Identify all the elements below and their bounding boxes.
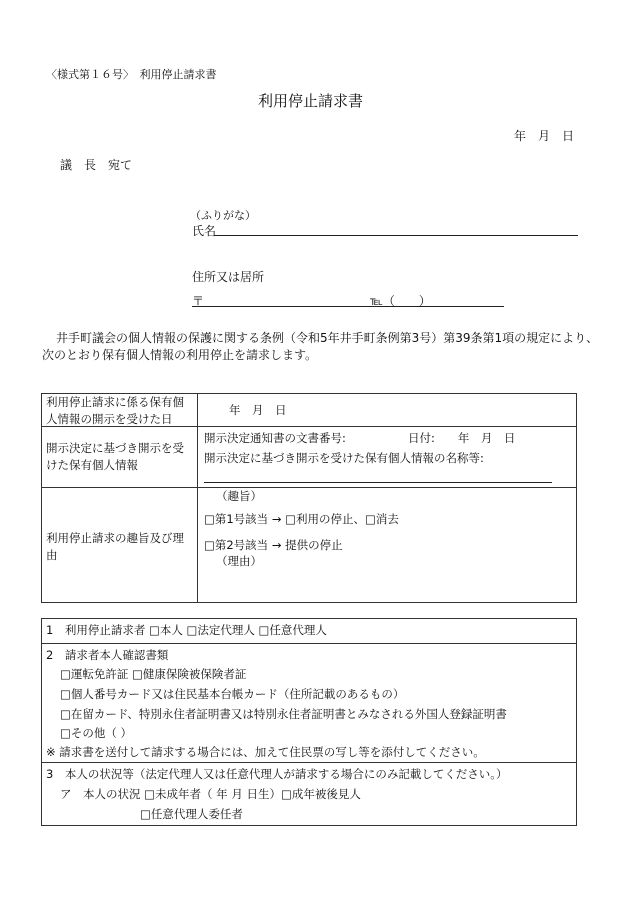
furigana-label: （ふりがな） [190,209,256,222]
form-number: 〈様式第１６号〉 利用停止請求書 [46,68,217,81]
address-field[interactable] [192,306,504,307]
id-doc-option-4[interactable]: □その他（ ） [60,726,133,740]
purpose-reason-label: 利用停止請求の趣旨及び理由 [46,531,184,562]
option-clause-1[interactable]: □第1号該当 → □利用の停止、□消去 [204,512,399,526]
purpose-label: （趣旨） [216,489,262,503]
id-doc-option-3[interactable]: □在留カード、特別永住者証明書又は特別永住者証明書とみなされる外国人登録証明書 [60,707,507,721]
table1-divider [197,393,198,603]
table2-row-divider-2 [41,762,577,763]
principal-status-line-2[interactable]: □任意代理人委任者 [140,807,243,821]
page-title: 利用停止請求書 [258,92,364,110]
address-label: 住所又は居所 [192,270,265,284]
doc-number-label: 開示決定通知書の文書番号: [204,431,346,445]
table1-row-divider-2 [41,487,577,488]
intro-line-1: 井手町議会の個人情報の保護に関する条例（令和5年井手町条例第3号）第39条第1項の規定により、 [56,331,599,345]
doc-date-label: 日付: 年 月 日 [408,431,516,445]
disclosure-date-field[interactable]: 年 月 日 [229,403,287,417]
reason-label: （理由） [216,554,262,568]
option-clause-2[interactable]: □第2号該当 → 提供の停止 [204,538,343,552]
principal-status-title: 3 本人の状況等（法定代理人又は任意代理人が請求する場合にのみ記載してください。） [46,767,508,781]
disclosed-info-name-label: 開示決定に基づき開示を受けた保有個人情報の名称等: [204,451,484,465]
requester-type[interactable]: 1 利用停止請求者 □本人 □法定代理人 □任意代理人 [46,623,327,637]
name-label: 氏名 [192,224,217,238]
disclosed-info-label: 開示決定に基づき開示を受けた保有個人情報 [46,441,184,472]
principal-status-line-1[interactable]: ア 本人の状況 □未成年者（ 年 月 日生）□成年被後見人 [60,787,361,801]
table2-row-divider-1 [41,643,577,644]
name-field[interactable] [214,235,578,236]
id-doc-option-2[interactable]: □個人番号カード又は住民基本台帳カード（住所記載のあるもの） [60,687,405,701]
request-date: 年 月 日 [514,129,575,143]
tel-label: ℡（ ） [370,294,431,308]
disclosed-info-name-field[interactable] [204,482,552,483]
id-docs-title: 2 請求者本人確認書類 [46,648,169,662]
intro-line-2: 次のとおり保有個人情報の利用停止を請求します。 [42,348,318,362]
id-doc-option-1[interactable]: □運転免許証 □健康保険被保険者証 [60,667,247,681]
mail-note: ※ 請求書を送付して請求する場合には、加えて住民票の写し等を添付してください。 [46,745,485,759]
postal-mark: 〒 [192,294,205,308]
recipient: 議 長 宛て [60,158,133,172]
disclosure-date-label: 利用停止請求に係る保有個人情報の開示を受けた日 [46,395,184,426]
